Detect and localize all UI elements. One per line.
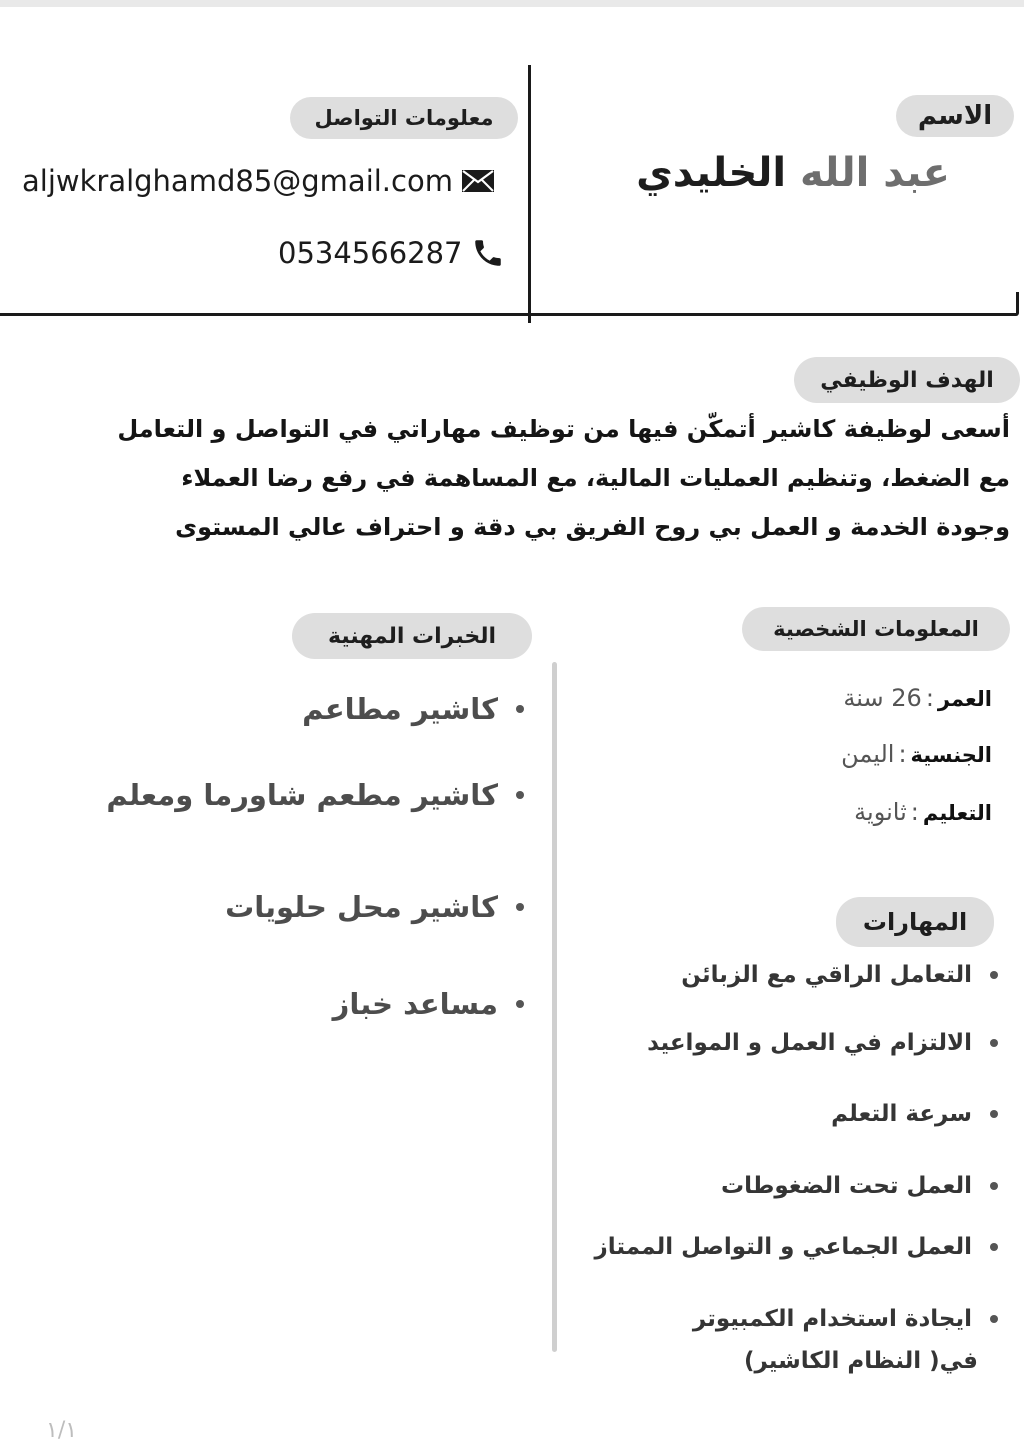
- column-divider: [552, 662, 557, 1352]
- education-sep: :: [910, 798, 919, 826]
- age-label: العمر: [937, 687, 992, 711]
- skill-text: العمل تحت الضغوطات: [720, 1173, 972, 1199]
- skills-list: [558, 0, 998, 1420]
- contact-label: معلومات التواصل: [314, 106, 494, 130]
- experience-item: [333, 987, 524, 1021]
- last-name: الخليدي: [636, 150, 787, 196]
- skill-item: [721, 1173, 998, 1199]
- personal-info-label: المعلومات الشخصية: [773, 617, 979, 641]
- objective-line-3: وجودة الخدمة و العمل بي روح الفريق بي دقة و احتراف عالي المستوى: [175, 513, 1010, 541]
- nationality-value: اليمن: [841, 740, 895, 768]
- header-corner: [1016, 292, 1019, 316]
- skill-text: سرعة التعلم: [831, 1101, 972, 1127]
- skill-text: العمل الجماعي و التواصل الممتاز: [594, 1234, 972, 1260]
- experience-item: [225, 890, 524, 924]
- bullet-dot: [990, 1110, 998, 1118]
- objective-line-1: أسعى لوظيفة كاشير أتمكّن فيها من توظيف مهاراتي في التواصل و التعامل: [117, 415, 1010, 443]
- education-value: ثانوية: [854, 798, 907, 826]
- experience-list: [24, 0, 524, 1100]
- objective-label: الهدف الوظيفي: [820, 367, 994, 393]
- objective-line-2: مع الضغط، وتنظيم العمليات المالية، مع المساهمة في رفع رضا العملاء: [181, 464, 1010, 492]
- skill-text: ايجادة استخدام الكمبيوتر: [692, 1306, 972, 1332]
- skill-item: [681, 962, 998, 988]
- bullet-dot: [990, 1315, 998, 1323]
- skills-label: المهارات: [862, 908, 968, 936]
- age-value: 26 سنة: [843, 684, 922, 712]
- bullet-dot: [516, 903, 524, 911]
- bullet-dot: [990, 1182, 998, 1190]
- experience-text: كاشير محل حلويات: [225, 890, 498, 924]
- experience-item: [106, 778, 524, 812]
- bullet-dot: [516, 1000, 524, 1008]
- skill-item-continuation: في( النظام الكاشير): [743, 1348, 978, 1374]
- email-value[interactable]: aljwkralghamd85@gmail.com: [22, 164, 453, 198]
- bullet-dot: [990, 971, 998, 979]
- education-label: التعليم: [922, 801, 992, 825]
- bullet-dot: [990, 1039, 998, 1047]
- experience-label: الخبرات المهنية: [328, 623, 497, 649]
- first-name: عبد الله: [800, 150, 950, 196]
- bullet-dot: [516, 705, 524, 713]
- skill-item: [831, 1101, 998, 1127]
- skill-item: [647, 1030, 998, 1056]
- bullet-dot: [516, 791, 524, 799]
- skill-item: [693, 1306, 998, 1332]
- experience-item: [302, 692, 524, 726]
- skill-text: التعامل الراقي مع الزبائن: [681, 962, 972, 988]
- age-sep: :: [925, 684, 934, 712]
- experience-text: كاشير مطعم شاورما ومعلم: [106, 778, 498, 812]
- experience-text: مساعد خباز: [332, 987, 498, 1021]
- nationality-label: الجنسية: [910, 743, 992, 767]
- nationality-sep: :: [898, 740, 907, 768]
- page-number: ١/١: [46, 1418, 78, 1443]
- experience-text: كاشير مطاعم: [302, 692, 498, 726]
- name-label: الاسم: [917, 101, 993, 131]
- phone-value[interactable]: 0534566287: [278, 236, 463, 270]
- skill-item: [594, 1234, 998, 1260]
- skill-text: الالتزام في العمل و المواعيد: [647, 1030, 972, 1056]
- bullet-dot: [990, 1243, 998, 1251]
